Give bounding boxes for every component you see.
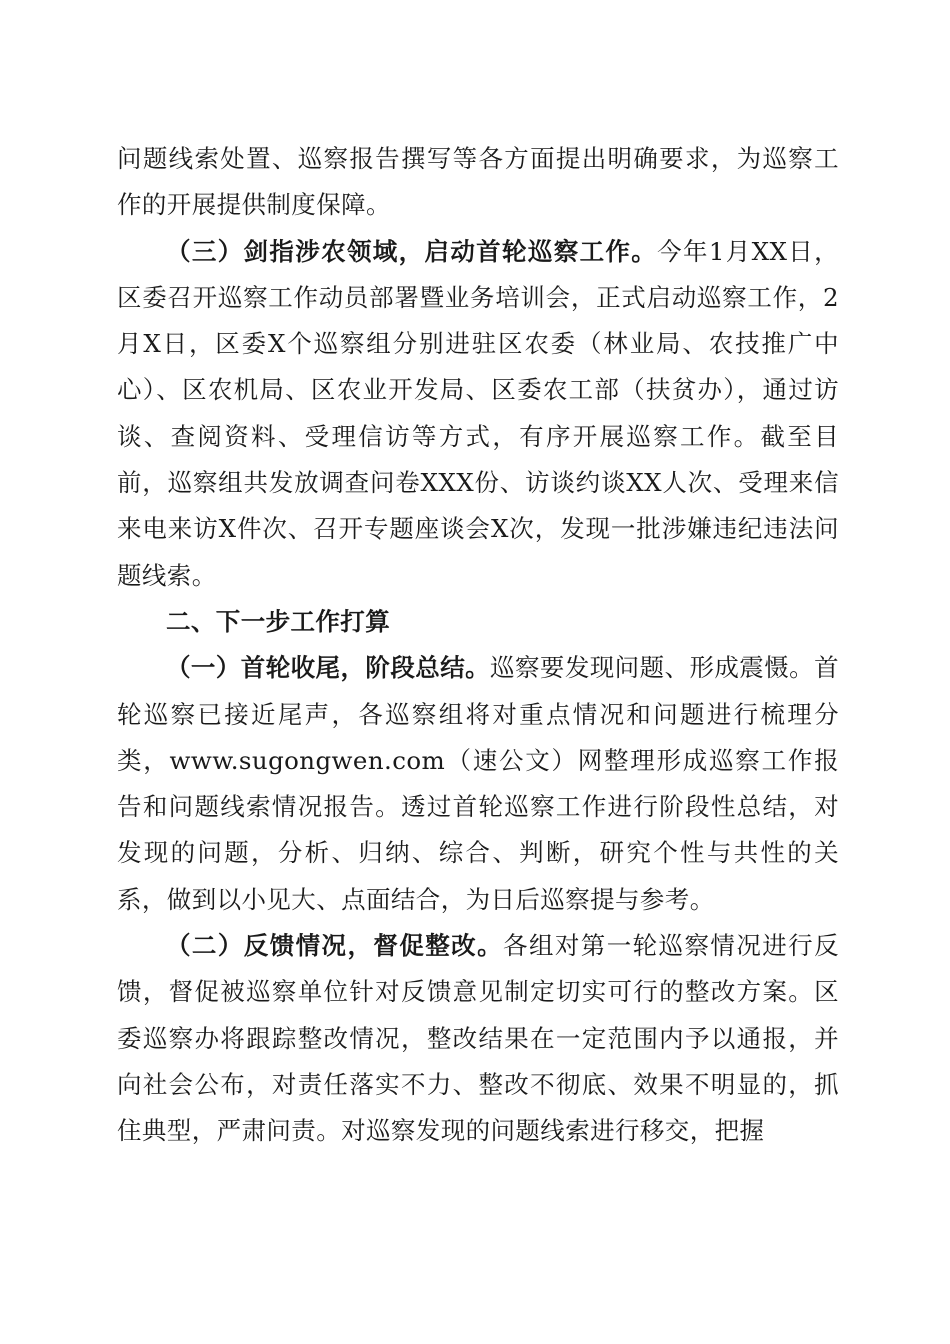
paragraph-text: 问题线索处置、巡察报告撰写等各方面提出明确要求，为巡察工作的开展提供制度保障。 — [117, 144, 839, 220]
paragraph-lead: （一）首轮收尾，阶段总结。 — [166, 653, 491, 683]
paragraph-lead: （三）剑指涉农领域，启动首轮巡察工作。 — [166, 236, 658, 266]
paragraph-text: 巡察要发现问题、形成震慑。首轮巡察已接近尾声，各巡察组将对重点情况和问题进行梳理分类，www.sugongwen.com（速公文）网整理形成巡察工作报告和问题线索情况报告。透过首轮巡察工作进行阶段性总结，对发现的问题，分析、归纳、综合、判断，研究个性与共性的关系，做到以小见大、点面结合，为日后巡察提与参考。 — [117, 653, 839, 914]
paragraph-section-3 — [117, 229, 839, 599]
paragraph-section-2 — [117, 923, 839, 1154]
paragraph-text: 今年1月XX日，区委召开巡察工作动员部署暨业务培训会，正式启动巡察工作，2月X日，区委X个巡察组分别进驻区农委（林业局、农技推广中心）、区农机局、区农业开发局、区委农工部（扶贫办），通过访谈、查阅资料、受理信访等方式，有序开展巡察工作。截至目前，巡察组共发放调查问卷XXX份、访谈约谈XX人次、受理来信来电来访X件次、召开专题座谈会X次，发现一批涉嫌违纪违法问题线索。 — [117, 236, 839, 590]
paragraph-continuation — [117, 136, 839, 229]
document-body — [117, 136, 839, 1155]
paragraph-section-1 — [117, 645, 839, 923]
section-heading: 二、下一步工作打算 — [166, 606, 391, 636]
paragraph-text: 各组对第一轮巡察情况进行反馈，督促被巡察单位针对反馈意见制定切实可行的整改方案。区委巡察办将跟踪整改情况，整改结果在一定范围内予以通报，并向社会公布，对责任落实不力、整改不彻底、效果不明显的，抓住典型，严肃问责。对巡察发现的问题线索进行移交，把握 — [117, 931, 839, 1146]
paragraph-lead: （二）反馈情况，督促整改。 — [166, 931, 504, 961]
